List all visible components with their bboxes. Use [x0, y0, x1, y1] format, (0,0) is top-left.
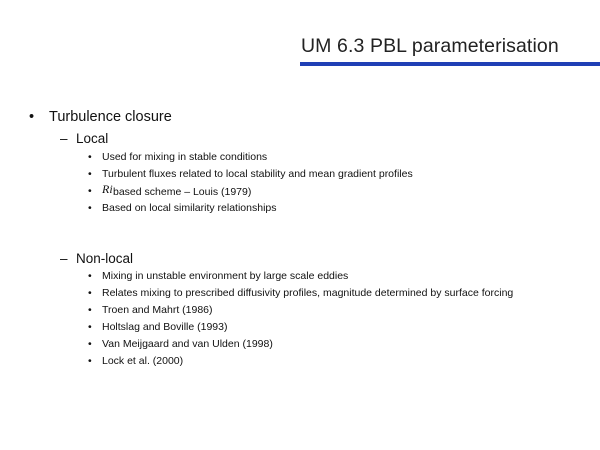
slide-title: UM 6.3 PBL parameterisation — [301, 35, 559, 57]
sub-bullet-icon: • — [88, 185, 92, 197]
sub-bullet-icon: • — [88, 321, 92, 333]
dash-icon: – — [60, 251, 68, 266]
sub-bullet-icon: • — [88, 151, 92, 163]
sub-bullet-icon: • — [88, 287, 92, 299]
nonlocal-item-5: Van Meijgaard and van Ulden (1998) — [102, 338, 273, 350]
local-item-3: based scheme – Louis (1979) — [113, 186, 252, 198]
sub-bullet-icon: • — [88, 338, 92, 350]
nonlocal-label: Non-local — [76, 251, 134, 266]
sub-bullet-icon: • — [88, 168, 92, 180]
sub-bullet-icon: • — [88, 304, 92, 316]
nonlocal-item-2: Relates mixing to prescribed diffusivity profiles, magnitude determined by surface forcing — [102, 287, 514, 299]
level1-bullet-icon: • — [29, 109, 35, 125]
sub-bullet-icon: • — [88, 355, 92, 367]
sub-bullet-icon: • — [88, 202, 92, 214]
title-underline — [300, 62, 600, 66]
nonlocal-item-4: Holtslag and Boville (1993) — [102, 321, 228, 333]
dash-icon: – — [60, 131, 68, 146]
nonlocal-item-1: Mixing in unstable environment by large scale eddies — [102, 270, 349, 282]
local-label: Local — [76, 131, 109, 146]
local-item-1: Used for mixing in stable conditions — [102, 151, 268, 163]
local-item-4: Based on local similarity relationships — [102, 202, 277, 214]
nonlocal-item-6: Lock et al. (2000) — [102, 355, 184, 367]
ri-symbol: Ri — [102, 182, 113, 196]
nonlocal-item-3: Troen and Mahrt (1986) — [102, 304, 213, 316]
sub-bullet-icon: • — [88, 270, 92, 282]
local-item-2: Turbulent fluxes related to local stability and mean gradient profiles — [102, 168, 413, 180]
level1-label: Turbulence closure — [49, 109, 172, 125]
